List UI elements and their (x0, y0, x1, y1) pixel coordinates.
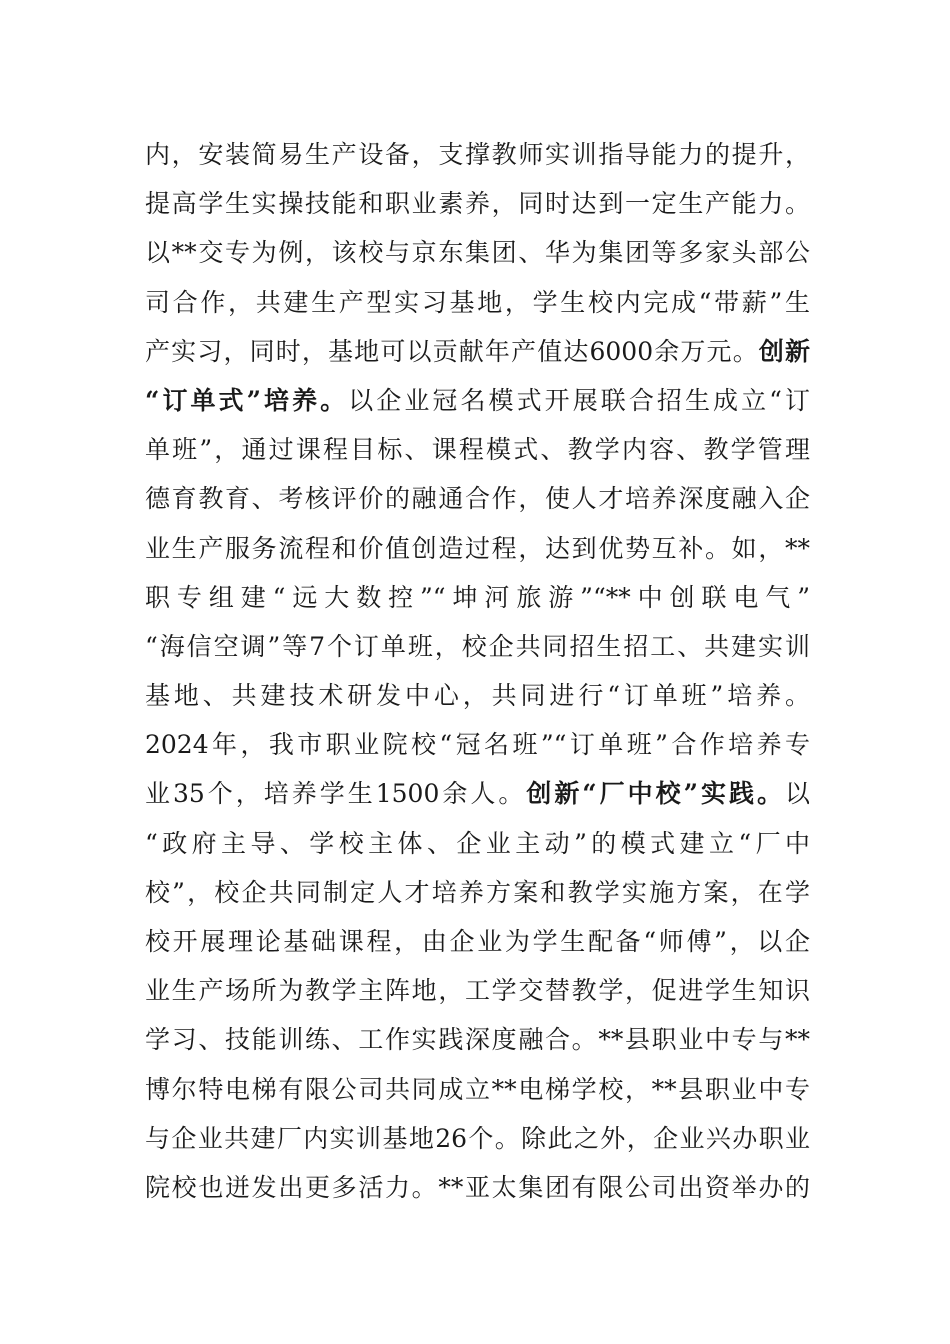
text-run: “政府主导、学校主体、企业主动”的模式建立“厂中 (145, 828, 810, 858)
text-run: 产实习，同时，基地可以贡献年产值达6000余万元。 (145, 336, 759, 366)
text-run: 单班”，通过课程目标、课程模式、教学内容、教学管理 (145, 435, 810, 465)
text-line (145, 278, 810, 327)
text-line (145, 671, 810, 720)
bold-heading-run: 创新“厂中校”实践。 (526, 779, 785, 809)
text-run: 以企业冠名模式开展联合招生成立“订 (348, 385, 810, 415)
text-run: 以**交专为例，该校与京东集团、华为集团等多家头部公 (145, 238, 810, 268)
text-line (145, 474, 810, 523)
text-run: 业35个，培养学生1500余人。 (145, 779, 527, 809)
text-line (145, 425, 810, 474)
text-run: 与企业共建厂内实训基地26个。除此之外，企业兴办职业 (145, 1123, 810, 1153)
text-run: 校”，校企共同制定人才培养方案和教学实施方案，在学 (145, 877, 810, 907)
text-run: 提高学生实操技能和职业素养，同时达到一定生产能力。 (145, 189, 810, 219)
text-line (145, 819, 810, 868)
text-line (145, 1015, 810, 1064)
text-run: 学习、技能训练、工作实践深度融合。**县职业中专与** (145, 1025, 810, 1055)
text-line (145, 769, 810, 818)
text-run: 德育教育、考核评价的融通合作，使人才培养深度融入企 (145, 484, 810, 514)
text-run: 业生产服务流程和价值创造过程，达到优势互补。如，** (145, 533, 810, 563)
bold-heading-run: 创新 (758, 336, 810, 366)
text-run: 内，安装简易生产设备，支撑教师实训指导能力的提升， (145, 140, 810, 169)
text-line (145, 868, 810, 917)
text-line (145, 966, 810, 1015)
text-run: 院校也迸发出更多活力。**亚太集团有限公司出资举办的 (145, 1172, 810, 1202)
text-run: 2024年，我市职业院校“冠名班”“订单班”合作培养专 (145, 730, 810, 760)
text-run: 职专组建“远大数控”“坤河旅游”“**中创联电气” (145, 582, 810, 612)
body-text (145, 130, 810, 1212)
text-line (145, 622, 810, 671)
text-line (145, 1114, 810, 1163)
text-run: 基地、共建技术研发中心，共同进行“订单班”培养。 (145, 681, 810, 711)
text-line (145, 917, 810, 966)
text-line (145, 228, 810, 277)
text-line (145, 327, 810, 376)
text-run: 博尔特电梯有限公司共同成立**电梯学校，**县职业中专 (145, 1074, 810, 1104)
text-line (145, 179, 810, 228)
text-line (145, 524, 810, 573)
text-run: 业生产场所为教学主阵地，工学交替教学，促进学生知识 (145, 976, 810, 1006)
text-line (145, 1163, 810, 1212)
text-line (145, 130, 810, 179)
bold-heading-run: “订单式”培养。 (145, 385, 349, 415)
text-line (145, 1065, 810, 1114)
text-run: 校开展理论基础课程，由企业为学生配备“师傅”，以企 (145, 927, 810, 956)
text-line (145, 720, 810, 769)
text-run: 司合作，共建生产型实习基地，学生校内完成“带薪”生 (145, 287, 810, 317)
text-run: 以 (785, 779, 810, 809)
text-run: “海信空调”等7个订单班，校企共同招生招工、共建实训 (145, 631, 810, 661)
text-line (145, 376, 810, 425)
text-line (145, 573, 810, 622)
